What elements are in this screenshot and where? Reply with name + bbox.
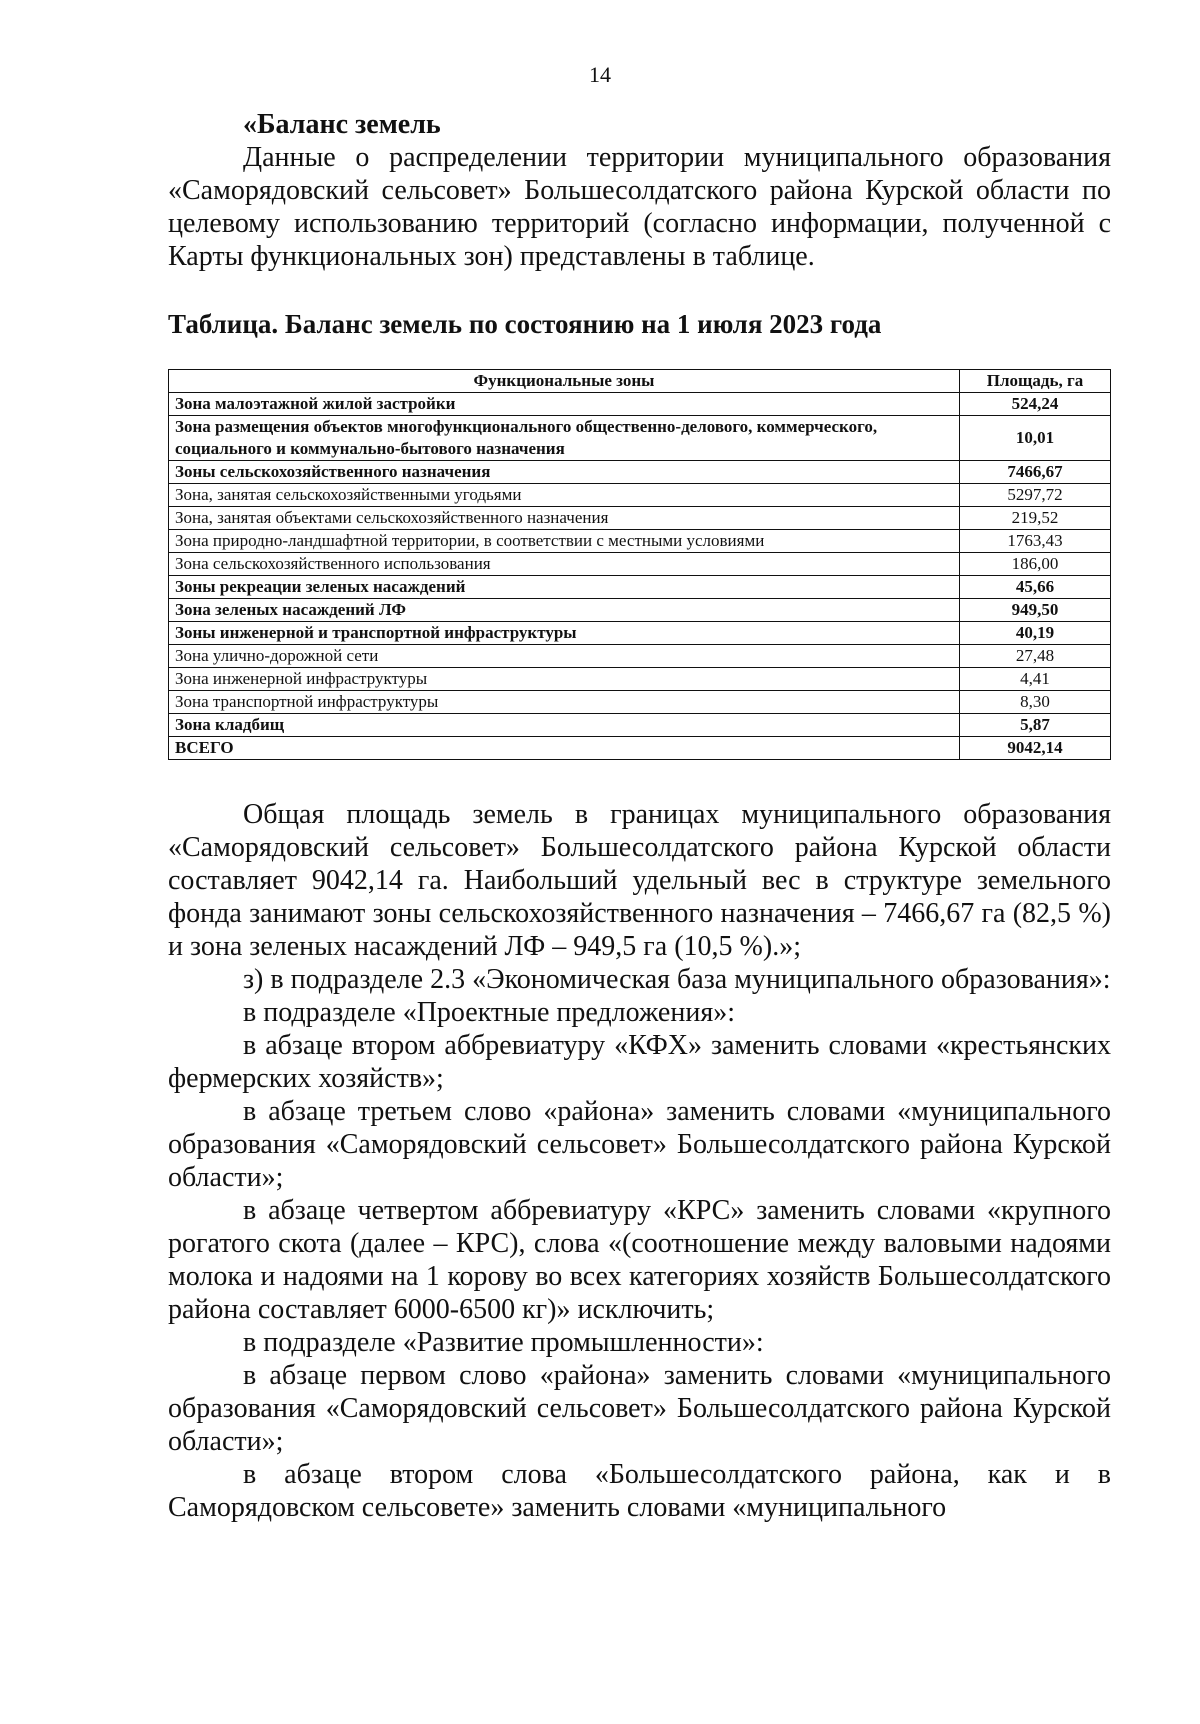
table-row: [169, 553, 1111, 576]
zone-cell: Зона природно-ландшафтной территории, в соответствии с местными условиями: [169, 530, 960, 553]
zone-cell: Зона, занятая объектами сельскохозяйственного назначения: [169, 507, 960, 530]
zone-cell: Зона сельскохозяйственного использования: [169, 553, 960, 576]
table-row: [169, 507, 1111, 530]
area-cell: 5297,72: [960, 484, 1111, 507]
area-cell: 1763,43: [960, 530, 1111, 553]
zone-cell: Зона инженерной инфраструктуры: [169, 668, 960, 691]
area-cell: 219,52: [960, 507, 1111, 530]
table-row: [169, 416, 1111, 461]
area-cell: 5,87: [960, 714, 1111, 737]
table-row: [169, 645, 1111, 668]
area-cell: 4,41: [960, 668, 1111, 691]
intro-paragraph: Данные о распределении территории муниципального образования «Саморядовский сельсовет» Большесолдатского района Курской области по целевому использованию территорий (согласно информации, полученной с Карты функциональных зон) представлены в таблице.: [168, 142, 1111, 272]
area-cell: 7466,67: [960, 461, 1111, 484]
document-body: [168, 108, 1111, 1524]
table-title: Таблица. Баланс земель по состоянию на 1 июля 2023 года: [168, 309, 882, 339]
paragraph-total-area: Общая площадь земель в границах муниципального образования «Саморядовский сельсовет» Большесолдатского района Курской области составляет 9042,14 га. Наибольший удельный вес в структуре земельного фонда занимают зоны сельскохозяйственного назначения – 7466,67 га (82,5 %) и зона зеленых насаждений ЛФ – 949,5 га (10,5 %).»;: [168, 799, 1111, 962]
area-cell: 40,19: [960, 622, 1111, 645]
zone-cell: Зоны инженерной и транспортной инфраструктуры: [169, 622, 960, 645]
zone-cell: Зона транспортной инфраструктуры: [169, 691, 960, 714]
table-row: [169, 668, 1111, 691]
table-header-row: [169, 370, 1111, 393]
paragraph-subsection-2-3: з) в подразделе 2.3 «Экономическая база муниципального образования»:: [243, 964, 1111, 995]
paragraph-krs: в абзаце четвертом аббревиатуру «КРС» заменить словами «крупного рогатого скота (далее – КРС), слова «(соотношение между валовыми надоями молока и надоями на 1 корову во всех категориях хозяйств Большесолдатского района составляет 6000-6500 кг)» исключить;: [168, 1195, 1111, 1325]
area-cell: 8,30: [960, 691, 1111, 714]
page-number: 14: [589, 62, 611, 87]
area-cell: 27,48: [960, 645, 1111, 668]
area-cell: 10,01: [960, 416, 1111, 461]
paragraph-third: в абзаце третьем слово «района» заменить словами «муниципального образования «Саморядовский сельсовет» Большесолдатского района Курской области»;: [168, 1096, 1111, 1193]
area-cell: 524,24: [960, 393, 1111, 416]
zone-cell: Зоны рекреации зеленых насаждений: [169, 576, 960, 599]
paragraph-industry: в подразделе «Развитие промышленности»:: [243, 1327, 764, 1358]
header-zones: Функциональные зоны: [169, 370, 960, 393]
paragraph-kfh: в абзаце втором аббревиатуру «КФХ» заменить словами «крестьянских фермерских хозяйств»;: [168, 1030, 1111, 1094]
table-row: [169, 599, 1111, 622]
area-cell: 9042,14: [960, 737, 1111, 760]
table-row: [169, 691, 1111, 714]
section-heading: «Баланс земель: [243, 109, 441, 140]
zone-cell: Зона, занятая сельскохозяйственными угодьями: [169, 484, 960, 507]
zone-cell: ВСЕГО: [169, 737, 960, 760]
body-paragraphs: [168, 798, 1111, 1524]
zone-cell: Зона малоэтажной жилой застройки: [169, 393, 960, 416]
paragraph-first: в абзаце первом слово «района» заменить словами «муниципального образования «Саморядовский сельсовет» Большесолдатского района Курской области»;: [168, 1360, 1111, 1457]
table-row: [169, 530, 1111, 553]
table-row: [169, 576, 1111, 599]
paragraph-project-proposals: в подразделе «Проектные предложения»:: [243, 997, 735, 1028]
table-row: [169, 714, 1111, 737]
zone-cell: Зоны сельскохозяйственного назначения: [169, 461, 960, 484]
zone-cell: Зона зеленых насаждений ЛФ: [169, 599, 960, 622]
area-cell: 45,66: [960, 576, 1111, 599]
paragraph-second: в абзаце втором слова «Большесолдатского района, как и в Саморядовском сельсовете» заменить словами «муниципального: [168, 1459, 1111, 1523]
table-body: [169, 393, 1111, 760]
area-cell: 949,50: [960, 599, 1111, 622]
table-row: [169, 393, 1111, 416]
area-cell: 186,00: [960, 553, 1111, 576]
table-row: [169, 461, 1111, 484]
land-balance-table: [168, 369, 1111, 760]
table-row: [169, 737, 1111, 760]
table-row: [169, 622, 1111, 645]
header-area: Площадь, га: [960, 370, 1111, 393]
zone-cell: Зона размещения объектов многофункционального общественно-делового, коммерческого, социального и коммунально-бытового назначения: [169, 416, 960, 461]
zone-cell: Зона кладбищ: [169, 714, 960, 737]
zone-cell: Зона улично-дорожной сети: [169, 645, 960, 668]
table-row: [169, 484, 1111, 507]
